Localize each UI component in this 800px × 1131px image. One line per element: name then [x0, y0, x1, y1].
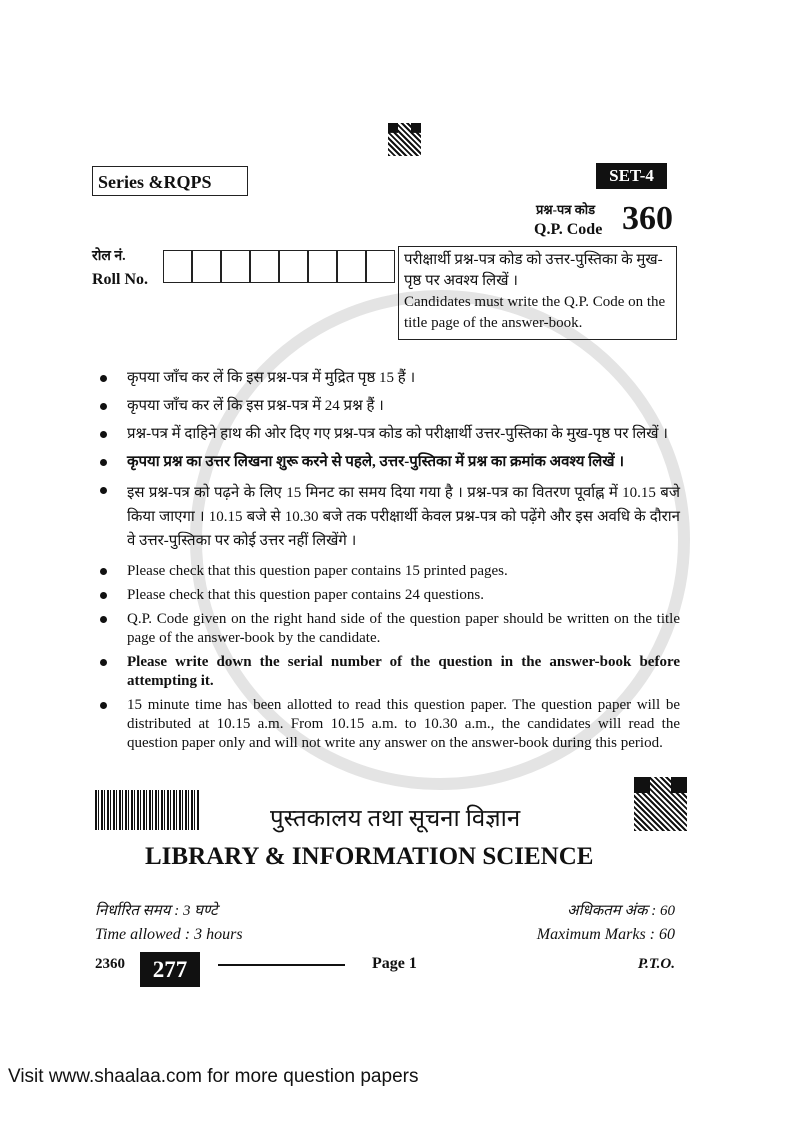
instruction-bullet: कृपया प्रश्न का उत्तर लिखना शुरू करने से पहले, उत्तर-पुस्तिका में प्रश्न का क्रमांक अवश्य लिखें ।	[100, 453, 680, 472]
subject-title-hi: पुस्तकालय तथा सूचना विज्ञान	[270, 806, 521, 832]
instruction-hi: परीक्षार्थी प्रश्न-पत्र कोड को उत्तर-पुस्तिका के मुख-पृष्ठ पर अवश्य लिखें ।	[404, 252, 663, 289]
paper-number-box: 277	[140, 952, 200, 987]
time-allowed-en: Time allowed : 3 hours	[95, 926, 243, 943]
maximum-marks-hi: अधिकतम अंक : 60	[567, 903, 675, 919]
maximum-marks-en: Maximum Marks : 60	[536, 926, 675, 943]
subject-title-en: LIBRARY & INFORMATION SCIENCE	[145, 843, 594, 870]
instruction-bullet: कृपया जाँच कर लें कि इस प्रश्न-पत्र में 24 प्रश्न हैं ।	[100, 397, 680, 416]
instruction-bullet: Please check that this question paper contains 24 questions.	[100, 586, 680, 605]
instruction-bullet: Please write down the serial number of the question in the answer-book before attempting it.	[100, 653, 680, 691]
instruction-bullet: Please check that this question paper contains 15 printed pages.	[100, 562, 680, 581]
set-badge: SET-4	[596, 163, 667, 189]
qr-code-icon	[633, 776, 688, 832]
roll-label-hi: रोल नं.	[92, 249, 126, 264]
series-label: Series &RQPS	[92, 166, 248, 196]
divider	[218, 964, 345, 966]
qp-code-label-hi: प्रश्न-पत्र कोड	[536, 202, 596, 217]
pto-label: P.T.O.	[637, 956, 675, 972]
instruction-bullet: कृपया जाँच कर लें कि इस प्रश्न-पत्र में मुद्रित पृष्ठ 15 हैं ।	[100, 369, 680, 388]
instruction-bullet: Q.P. Code given on the right hand side of the question paper should be written on the title page of the answer-book by the candidate.	[100, 610, 680, 648]
roll-number-boxes	[163, 250, 395, 283]
instruction-bullet: इस प्रश्न-पत्र को पढ़ने के लिए 15 मिनट का समय दिया गया है । प्रश्न-पत्र का वितरण पूर्वाह्न में 10.15 बजे किया जाएगा । 10.15 बजे से 10.30 बजे तक परीक्षार्थी केवल प्रश्न-पत्र को पढ़ेंगे और इस अवधि के दौरान वे उत्तर-पुस्तिका पर कोई उत्तर नहीं लिखेंगे ।	[100, 481, 680, 553]
roll-label-en: Roll No.	[92, 271, 148, 288]
qp-code: 360	[622, 200, 673, 237]
website-footer-link[interactable]: Visit www.shaalaa.com for more question papers	[8, 1066, 419, 1087]
instruction-en: Candidates must write the Q.P. Code on the title page of the answer-book.	[404, 294, 666, 331]
barcode-icon	[95, 790, 199, 830]
time-allowed-hi: निर्धारित समय : 3 घण्टे	[95, 903, 218, 919]
instruction-list	[100, 369, 680, 758]
paper-code: 2360	[95, 956, 125, 972]
qp-code-label-en: Q.P. Code	[534, 221, 603, 238]
instruction-bullet: 15 minute time has been allotted to read this question paper. The question paper will be distributed at 10.15 a.m. From 10.15 a.m. to 10.30 a.m., the candidates will read the question paper only and will not write any answer on the answer-book during this period.	[100, 696, 680, 753]
qp-code-instruction-box	[398, 246, 677, 340]
instruction-bullet: प्रश्न-पत्र में दाहिने हाथ की ओर दिए गए प्रश्न-पत्र कोड को परीक्षार्थी उत्तर-पुस्तिका के मुख-पृष्ठ पर लिखें ।	[100, 425, 680, 444]
page-number: Page 1	[372, 955, 417, 972]
qr-code-icon	[387, 122, 422, 157]
